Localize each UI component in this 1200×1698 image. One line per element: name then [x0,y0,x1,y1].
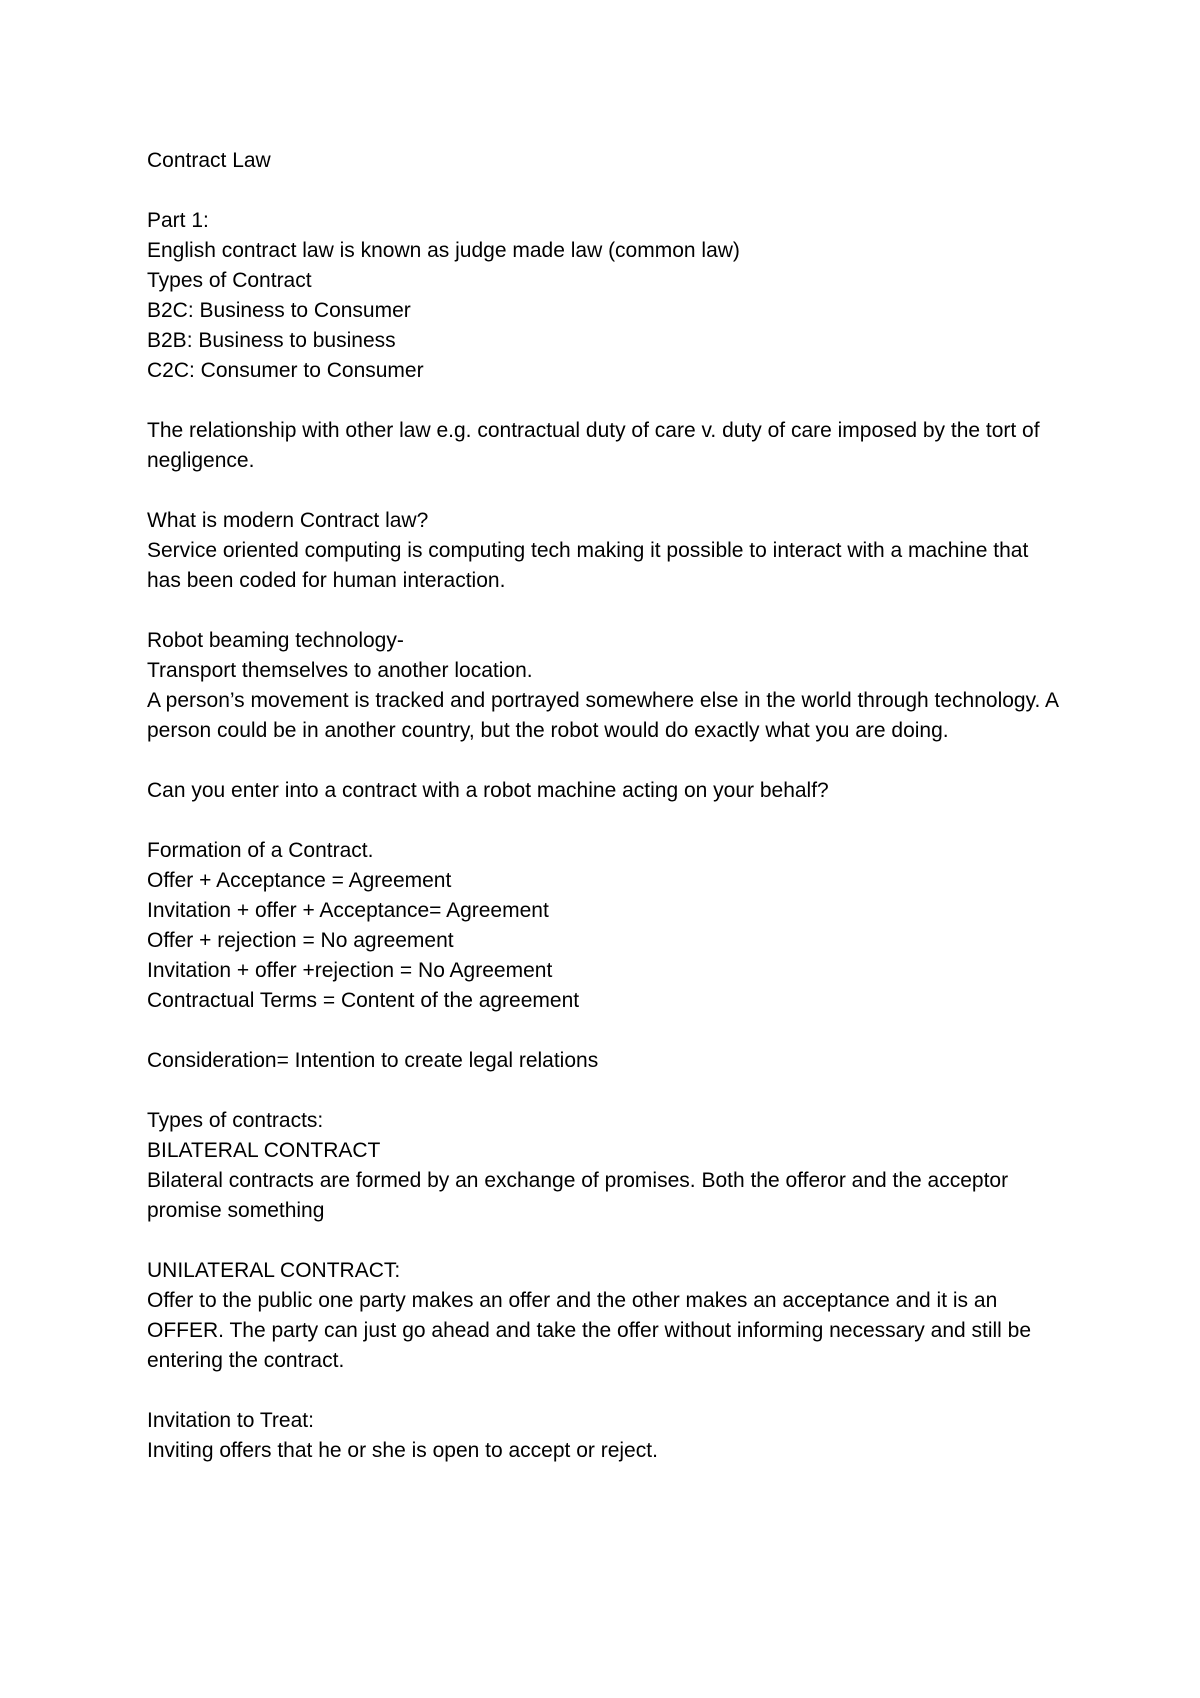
invitation-text: Inviting offers that he or she is open to accept or reject. [147,1439,658,1462]
formation-item: Contractual Terms = Content of the agreement [147,989,580,1012]
document-title: Contract Law [147,149,271,172]
type-item-b2b: B2B: Business to business [147,329,396,352]
robot-line-2: A person’s movement is tracked and portrayed somewhere else in the world through technology. A person could be in another country, but the robot would do exactly what you are doing. [147,689,1064,742]
part-heading: Part 1: [147,209,209,232]
spacer [147,1076,1067,1106]
unilateral-heading: UNILATERAL CONTRACT: [147,1259,401,1282]
formation-item: Invitation + offer + Acceptance= Agreement [147,899,549,922]
modern-question: What is modern Contract law? [147,509,429,532]
document-page [147,146,1067,1466]
formation-heading: Formation of a Contract. [147,839,374,862]
formation-item: Offer + rejection = No agreement [147,929,454,952]
robot-heading: Robot beaming technology- [147,629,404,652]
formation-item: Invitation + offer +rejection = No Agreement [147,959,553,982]
spacer [147,386,1067,416]
unilateral-text: Offer to the public one party makes an offer and the other makes an acceptance and it is an OFFER. The party can just go ahead and take the offer without informing necessary and still be entering the contract. [147,1289,1037,1372]
robot-line-1: Transport themselves to another location. [147,659,533,682]
bilateral-text: Bilateral contracts are formed by an exchange of promises. Both the offeror and the acceptor promise something [147,1169,1014,1222]
types-contracts-heading: Types of contracts: [147,1109,324,1132]
spacer [147,1016,1067,1046]
spacer [147,1226,1067,1256]
robot-question: Can you enter into a contract with a robot machine acting on your behalf? [147,779,829,802]
intro-text: English contract law is known as judge made law (common law) [147,239,740,262]
bilateral-heading: BILATERAL CONTRACT [147,1139,381,1162]
formation-item: Offer + Acceptance = Agreement [147,869,452,892]
spacer [147,746,1067,776]
modern-answer: Service oriented computing is computing tech making it possible to interact with a machine that has been coded for human interaction. [147,539,1035,592]
spacer [147,1376,1067,1406]
spacer [147,596,1067,626]
spacer [147,176,1067,206]
types-heading: Types of Contract [147,269,312,292]
type-item-b2c: B2C: Business to Consumer [147,299,411,322]
relationship-paragraph: The relationship with other law e.g. contractual duty of care v. duty of care imposed by the tort of negligence. [147,419,1046,472]
invitation-heading: Invitation to Treat: [147,1409,314,1432]
consideration-line: Consideration= Intention to create legal relations [147,1049,599,1072]
spacer [147,476,1067,506]
spacer [147,806,1067,836]
type-item-c2c: C2C: Consumer to Consumer [147,359,424,382]
